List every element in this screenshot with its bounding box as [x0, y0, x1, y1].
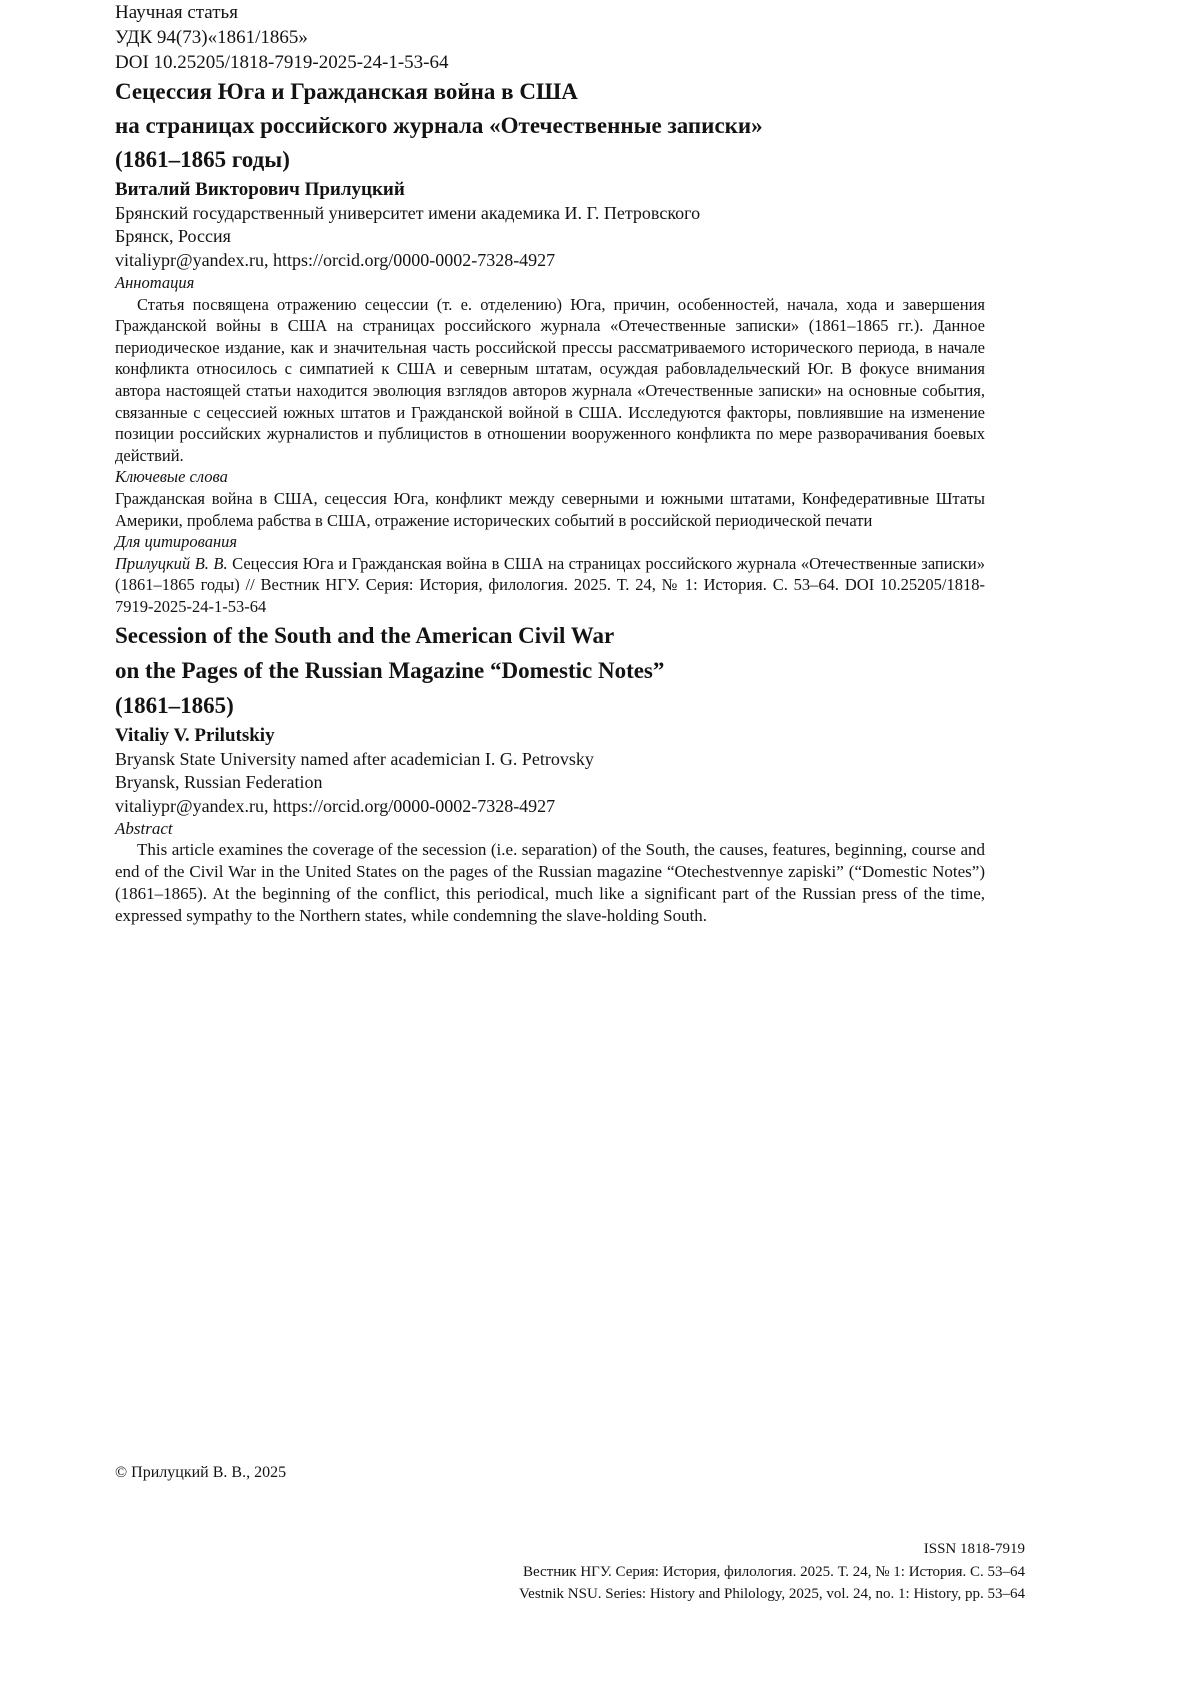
title-ru-line1: Сецессия Юга и Гражданская война в США [115, 79, 578, 104]
contact-ru-link[interactable]: vitaliypr@yandex.ru, https://orcid.org/0000-0002-7328-4927 [115, 250, 556, 270]
title-ru [115, 75, 985, 177]
author-ru: Виталий Викторович Прилуцкий [115, 179, 405, 200]
footer-issn: ISSN 1818-7919 [923, 1541, 1025, 1557]
title-en-line1: Secession of the South and the American Civil War [115, 622, 615, 648]
keywords-text: Гражданская война в США, сецессия Юга, конфликт между северными и южными штатами, Конфедеративные Штаты Америки, проблема рабства в США, отражение исторических событий в российской периодической печати [115, 488, 985, 530]
doi-code: DOI 10.25205/1818-7919-2025-24-1-53-64 [115, 52, 449, 73]
citation-label: Для цитирования [115, 532, 238, 552]
article-content [115, 0, 985, 926]
title-en-line2: on the Pages of the Russian Magazine “Domestic Notes” [115, 657, 665, 683]
citation-author: Прилуцкий В. В. [115, 553, 228, 573]
title-en [115, 618, 985, 723]
contact-en-link[interactable]: vitaliypr@yandex.ru, https://orcid.org/0000-0002-7328-4927 [115, 795, 556, 816]
footer-journal-en: Vestnik NSU. Series: History and Philology, 2025, vol. 24, no. 1: History, pp. 53–64 [519, 1586, 1025, 1602]
abstract-label: Abstract [115, 818, 173, 838]
citation-body: Сецессия Юга и Гражданская война в США на страницах российского журнала «Отечественные записки» (1861–1865 годы) // Вестник НГУ. Серия: История, филология. 2025. Т. 24, № 1: История. С. 53–64. DOI 10.25205/1818-7919-2025-24-1-53-64 [115, 553, 986, 616]
title-ru-line2: на страницах российского журнала «Отечественные записки» [115, 113, 763, 138]
title-en-line3: (1861–1865) [115, 692, 234, 718]
keywords-label: Ключевые слова [115, 467, 228, 487]
footer-journal-ru: Вестник НГУ. Серия: История, филология. 2025. Т. 24, № 1: История. С. 53–64 [522, 1563, 1025, 1580]
affiliation-en-university: Bryansk State University named after academician I. G. Petrovsky [115, 748, 594, 769]
journal-footer [519, 1538, 1025, 1606]
affiliation-ru-block [115, 202, 985, 248]
annotation-text: Статья посвящена отражению сецессии (т. е. отделению) Юга, причин, особенностей, начала, хода и завершения Гражданской войны в США на страницах российского журнала «Отечественные записки» (1861–1865 гг.). Данное периодическое издание, как и значительная часть российской прессы рассматриваемого исторического периода, в начале конфликта относилось с симпатией к США и северным штатам, осуждая рабовладельческий Юг. В фокусе внимания автора настоящей статьи находится эволюция взглядов авторов журнала «Отечественные записки» на основные события, связанные с сецессией южных штатов и Гражданской войной в США. Исследуются факторы, повлиявшие на изменение позиции российских журналистов и публицистов в отношении вооруженного конфликта по мере разворачивания боевых действий. [115, 294, 985, 465]
citation-text [115, 553, 985, 618]
affiliation-en-block [115, 748, 985, 794]
abstract-text: This article examines the coverage of the secession (i.e. separation) of the South, the causes, features, beginning, course and end of the Civil War in the United States on the pages of the Russian magazine “Otechestvennye zapiski” (“Domestic Notes”) (1861–1865). At the beginning of the conflict, this periodical, much like a significant part of the Russian press of the time, expressed sympathy to the Northern states, while condemning the slave-holding South. [115, 840, 985, 925]
article-type-label: Научная статья [115, 2, 238, 23]
annotation-label: Аннотация [115, 273, 195, 292]
affiliation-ru-city: Брянск, Россия [115, 226, 231, 246]
affiliation-en-city: Bryansk, Russian Federation [115, 771, 323, 792]
copyright-note: © Прилуцкий В. В., 2025 [115, 1464, 287, 1481]
udc-code: УДК 94(73)«1861/1865» [115, 27, 308, 48]
codes-block [115, 25, 985, 75]
affiliation-ru-university: Брянский государственный университет имени академика И. Г. Петровского [115, 203, 701, 223]
title-ru-line3: (1861–1865 годы) [115, 147, 290, 172]
author-en: Vitaliy V. Prilutskiy [115, 724, 275, 746]
